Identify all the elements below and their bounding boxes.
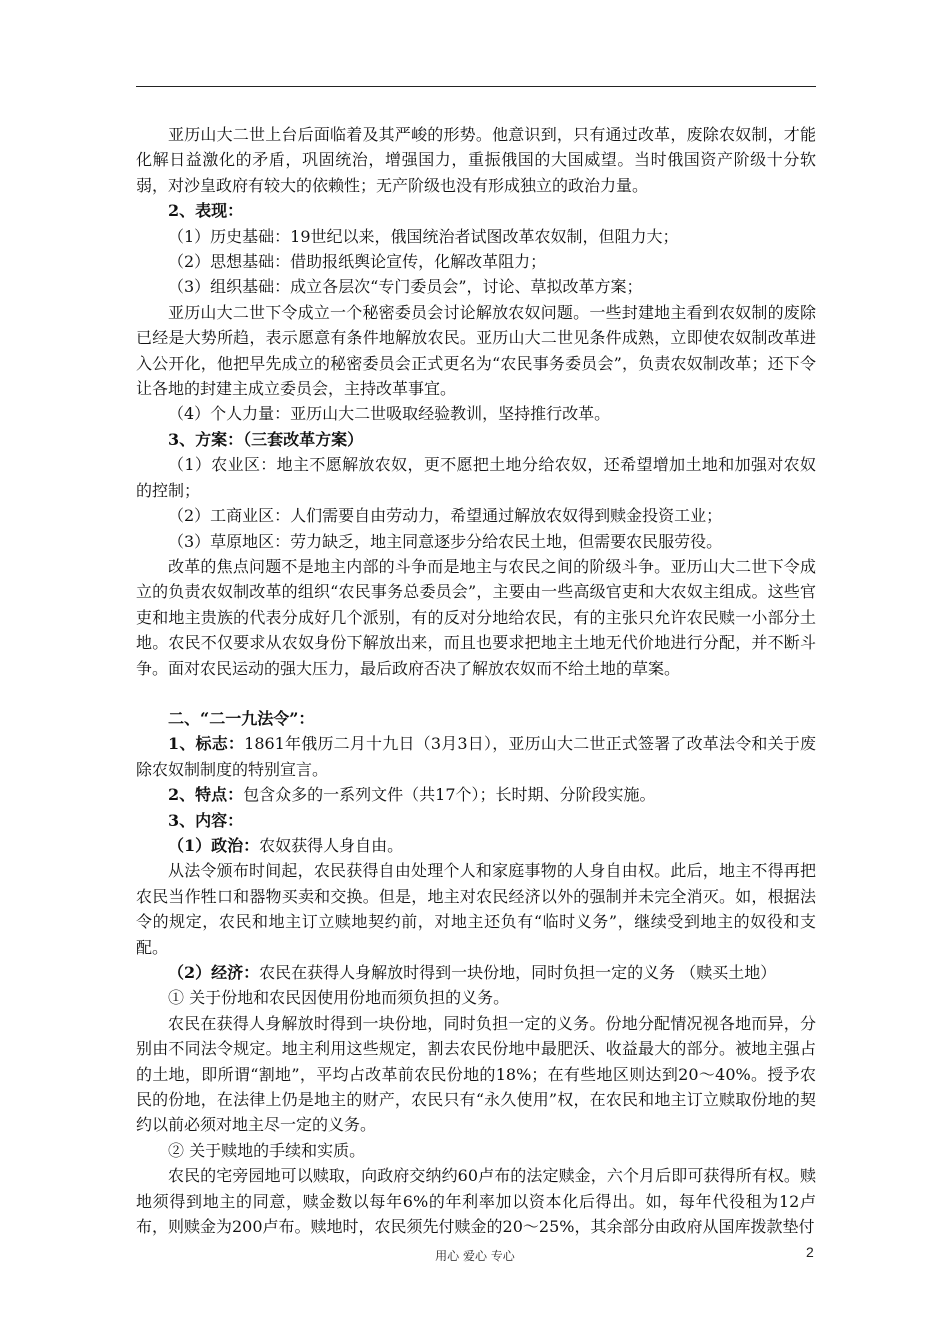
paragraph-text: 农奴获得人身自由。 [259,835,404,855]
list-item: （2）工商业区：人们需要自由劳动力，希望通过解放农奴得到赎金投资工业； [168,506,723,526]
list-item: （4）个人力量：亚历山大二世吸取经验教训，坚持推行改革。 [168,404,611,424]
list-item: （3）组织基础：成立各层次“专门委员会”，讨论、草拟改革方案； [168,277,643,297]
paragraph: 亚历山大二世下令成立一个秘密委员会讨论解放农奴问题。一些封建地主看到农奴制的废除已经是大势所趋，表示愿意有条件地解放农民。亚历山大二世见条件成熟，立即使农奴制改革进入公开化，他把早先成立的秘密委员会正式更名为“农民事务委员会”，负责农奴制改革；还下令让各地的封建主成立委员会，主持改革事宜。 [136,302,816,399]
list-item: ① 关于份地和农民因使用份地而须负担的义务。 [168,988,510,1008]
section-heading: 2、表现： [168,201,244,221]
header-rule [136,86,816,87]
list-item: （2）思想基础：借助报纸舆论宣传，化解改革阻力； [168,252,547,272]
list-item: （1）历史基础：19世纪以来，俄国统治者试图改革农奴制，但阻力大； [168,226,679,246]
paragraph: 亚历山大二世上台后面临着及其严峻的形势。他意识到，只有通过改革，废除农奴制，才能化解日益激化的矛盾，巩固统治，增强国力，重振俄国的大国威望。当时俄国资产阶级十分软弱，对沙皇政府有较大的依赖性；无产阶级也没有形成独立的政治力量。 [136,125,816,195]
paragraph-text: 1861年俄历二月十九日（3月3日），亚历山大二世正式签署了改革法令和关于废除农奴制制度的特别宣言。 [136,734,816,779]
section-heading: 3、内容： [168,810,244,830]
paragraph-text: 农民在获得人身解放时得到一块份地，同时负担一定的义务 （赎买土地） [259,963,777,982]
list-item: （1）农业区：地主不愿解放农奴，更不愿把土地分给农奴，还希望增加土地和加强对农奴的控制； [136,455,816,500]
footer-text: 用心 爱心 专心 [435,1249,515,1263]
list-item: （3）草原地区：劳力缺乏，地主同意逐步分给农民土地，但需要农民服劳役。 [168,531,723,551]
paragraph-label: 1、标志： [168,734,245,754]
paragraph-label: （2）经济： [168,963,260,982]
paragraph: 农民的宅旁园地可以赎取，向政府交纳约60卢布的法定赎金，六个月后即可获得所有权。赎地须得到地主的同意，赎金数以每年6%的年利率加以资本化后得出。如，每年代役租为12卢布，则赎金为200卢布。赎地时，农民须先付赎金的20～25%，其余部分由政府从国库拨款垫付 [136,1166,816,1237]
labeled-paragraph [136,782,816,807]
paragraph: 改革的焦点问题不是地主内部的斗争而是地主与农民之间的阶级斗争。亚历山大二世下令成立的负责农奴制改革的组织“农民事务总委员会”，主要由一些高级官吏和大农奴主组成。这些官吏和地主贵族的代表分成好几个派别，有的反对分地给农民，有的主张只允许农民赎一小部分土地。农民不仅要求从农奴身份下解放出来，而且也要求把地主土地无代价地进行分配，并不断斗争。面对农民运动的强大压力，最后政府否决了解放农奴而不给土地的草案。 [136,556,816,678]
page-number: 2 [806,1244,814,1260]
paragraph-label: 2、特点： [168,785,244,805]
paragraph: 从法令颁布时间起，农民获得自由处理个人和家庭事物的人身自由权。此后，地主不得再把农民当作牲口和器物买卖和交换。但是，地主对农民经济以外的强制并未完全消灭。如，根据法令的规定，农民和地主订立赎地契约前，对地主还负有“临时义务”，继续受到地主的奴役和支配。 [136,861,816,957]
paragraph-text: 包含众多的一系列文件（共17个）；长时期、分阶段实施。 [243,785,656,805]
section-heading: 二、“二一九法令”： [168,708,315,728]
labeled-paragraph [136,833,816,858]
paragraph-label: （1）政治： [168,835,260,855]
section-heading: 3、方案：（三套改革方案） [168,429,364,449]
paragraph: 农民在获得人身解放时得到一块份地，同时负担一定的义务。份地分配情况视各地而异，分别由不同法令规定。地主利用这些规定，割去农民份地中最肥沃、收益最大的部分。被地主强占的土地，即所谓“割地”，平均占改革前农民份地的18%；在有些地区则达到20～40%。授予农民的份地，在法律上仍是地主的财产，农民只有“永久使用”权，在农民和地主订立赎取份地的契约以前必须对地主尽一定的义务。 [136,1013,816,1135]
labeled-paragraph [136,731,816,782]
document-body [136,122,816,1239]
labeled-paragraph [136,960,816,985]
list-item: ② 关于赎地的手续和实质。 [168,1140,366,1160]
